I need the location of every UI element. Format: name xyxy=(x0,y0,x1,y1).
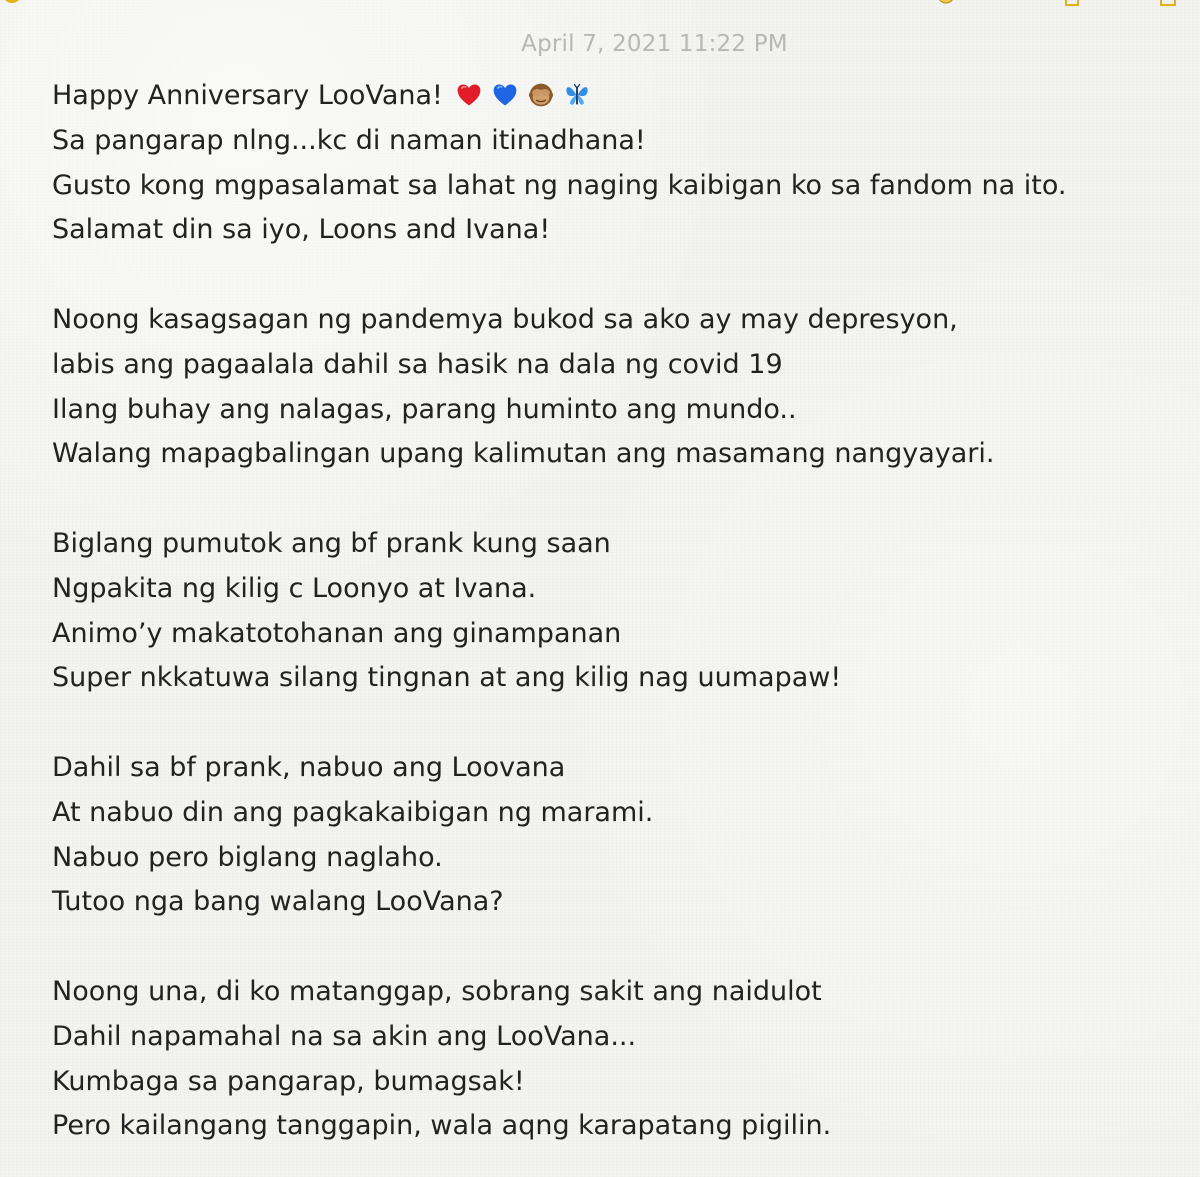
note-line: Dahil sa bf prank, nabuo ang Loovana xyxy=(52,751,566,783)
note-line: Noong una, di ko matanggap, sobrang sakit ang naidulot xyxy=(52,975,822,1007)
note-timestamp: April 7, 2021 11:22 PM xyxy=(521,31,788,57)
blank-line xyxy=(52,477,1162,522)
title-emoji-row xyxy=(455,81,591,109)
note-line: Gusto kong mgpasalamat sa lahat ng naging kaibigan ko sa fandom na ito. xyxy=(52,169,1067,201)
note-line: labis ang pagaalala dahil sa hasik na dala ng covid 19 xyxy=(52,348,783,380)
note-body xyxy=(52,74,1162,1149)
blue-heart-icon xyxy=(491,81,519,109)
note-line: Kumbaga sa pangarap, bumagsak! xyxy=(52,1065,525,1097)
note-title-text: Happy Anniversary LooVana! xyxy=(52,80,443,111)
note-line: Ngpakita ng kilig c Loonyo at Ivana. xyxy=(52,572,537,604)
cropped-compose-icon xyxy=(1158,0,1178,7)
note-title-line xyxy=(52,74,1162,119)
note-line: Biglang pumutok ang bf prank kung saan xyxy=(52,527,611,559)
note-line: Animo’y makatotohanan ang ginampanan xyxy=(52,617,622,649)
note-line: Salamat din sa iyo, Loons and Ivana! xyxy=(52,214,551,246)
note-line: Pero kailangang tanggapin, wala aqng karapatang pigilin. xyxy=(52,1110,832,1142)
cropped-yellow-icon xyxy=(2,0,22,7)
note-line: Dahil napamahal na sa akin ang LooVana... xyxy=(52,1020,637,1052)
cropped-emoji-icon xyxy=(936,0,956,7)
note-line: Ilang buhay ang nalagas, parang huminto ang mundo.. xyxy=(52,393,797,425)
top-status-strip xyxy=(0,0,1200,10)
see-no-evil-monkey-icon xyxy=(527,81,555,109)
blank-line xyxy=(52,925,1162,970)
note-line: Noong kasagsagan ng pandemya bukod sa ako ay may depresyon, xyxy=(52,303,958,335)
cropped-share-icon xyxy=(1062,0,1082,7)
blank-line xyxy=(52,253,1162,298)
note-line: Tutoo nga bang walang LooVana? xyxy=(52,886,504,918)
note-line: Nabuo pero biglang naglaho. xyxy=(52,841,443,873)
note-line: Sa pangarap nlng...kc di naman itinadhana! xyxy=(52,124,646,156)
blank-line xyxy=(52,701,1162,746)
red-heart-icon xyxy=(455,81,483,109)
note-line: Super nkkatuwa silang tingnan at ang kilig nag uumapaw! xyxy=(52,662,842,694)
note-line: Walang mapagbalingan upang kalimutan ang masamang nangyayari. xyxy=(52,438,995,470)
note-line: At nabuo din ang pagkakaibigan ng marami. xyxy=(52,796,654,828)
butterfly-icon xyxy=(563,81,591,109)
